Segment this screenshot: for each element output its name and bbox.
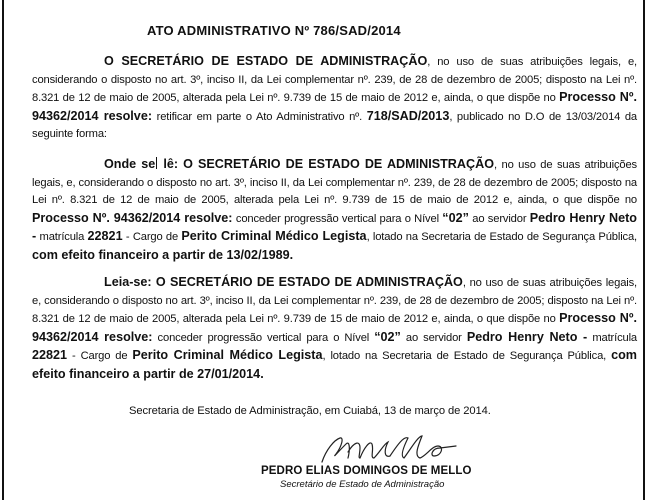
paragraph-preamble [32,53,637,144]
p2-text-2: conceder progressão vertical para o Nível [232,212,443,225]
p3-registration: 22821 [32,348,68,363]
p2-text-4: matrícula [36,231,88,244]
p2-employee-name: Pedro Henry Neto - [32,210,637,244]
p3-text-6: , lotado na Secretaria de Estado de Segurança Pública, [322,350,612,363]
p2-heading-start: Onde se [104,157,156,171]
p2-heading-end: lê: O SECRETÁRIO DE ESTADO DE ADMINISTRAÇÃO [158,157,494,171]
p3-text-3: ao servidor [400,331,467,344]
paragraph-onde-se-le [32,156,637,266]
p1-text-3: , publicado no D.O de 13/03/2014 da seguinte forma: [32,110,637,141]
place-and-date: Secretaria de Estado de Administração, em Cuiabá, 13 de março de 2014. [129,405,491,417]
p3-process: Processo Nº. 94362/2014 resolve: [32,311,637,344]
p3-effective-date: com efeito financeiro a partir de 27/01/2014. [32,348,637,381]
document-title: ATO ADMINISTRATIVO Nº 786/SAD/2014 [147,23,401,38]
p1-secretary-heading: O SECRETÁRIO DE ESTADO DE ADMINISTRAÇÃO [104,54,428,68]
p1-text-1: , no uso de suas atribuições legais, e, considerando o disposto no art. 3º, inciso II, da Lei complementar nº. 239, de 28 de dezembro de 2005; disposto na Lei nº. 8.321 de 12 de maio de 2005, alterada pela Lei nº. 9.739 de 15 de maio de 2012 e, ainda, o que dispõe no [32,56,637,105]
left-border-line [2,0,4,500]
p3-text-2: conceder progressão vertical para o Nível [152,331,375,344]
p2-effective-date: com efeito financeiro a partir de 13/02/1989. [32,247,294,262]
p2-text-6: , lotado na Secretaria de Estado de Segurança Pública, [366,231,638,244]
p2-position: Perito Criminal Médico Legista [181,229,367,244]
p3-position: Perito Criminal Médico Legista [132,348,323,363]
p3-text-5: - Cargo de [67,350,133,363]
p3-heading: Leia-se: O SECRETÁRIO DE ESTADO DE ADMINISTRAÇÃO [104,275,463,289]
signer-role: Secretário de Estado de Administração [280,479,445,490]
p2-text-1: , no uso de suas atribuições legais, e, considerando o disposto no art. 3º, inciso II, da Lei complementar nº. 239, de 28 de dezembro de 2005; disposto na Lei nº. 8.321 de 12 de maio de 2005, alterada pela Lei nº. 9.739 de 15 de maio de 2012 e, ainda, o que dispõe no [32,159,637,207]
p3-level: “02” [374,329,401,344]
paragraph-leia-se [32,274,637,385]
p2-level: “02” [442,210,469,225]
p3-text-4: matrícula [587,331,638,344]
p2-text-3: ao servidor [468,212,530,225]
p2-text-5: - Cargo de [122,231,182,244]
p2-registration: 22821 [87,229,123,244]
p2-process: Processo Nº. 94362/2014 resolve: [32,210,233,225]
right-border-line [643,0,645,500]
p1-process: Processo Nº. 94362/2014 resolve: [32,90,637,123]
p1-text-2: retificar em parte o Ato Administrativo nº. [152,110,367,123]
p3-employee-name: Pedro Henry Neto - [466,329,588,344]
signer-name: PEDRO ELIAS DOMINGOS DE MELLO [261,465,472,477]
p1-act-number: 718/SAD/2013 [366,108,450,123]
p3-text-1: , no uso de suas atribuições legais, e, considerando o disposto no art. 3º, inciso II, da Lei complementar nº. 239, de 28 de dezembro de 2005; disposto na Lei nº. 8.321 de 12 de maio de 2005, alterada pela Lei nº. 9.739 de 15 de maio de 2012 e, ainda, o que dispõe no [32,277,638,326]
